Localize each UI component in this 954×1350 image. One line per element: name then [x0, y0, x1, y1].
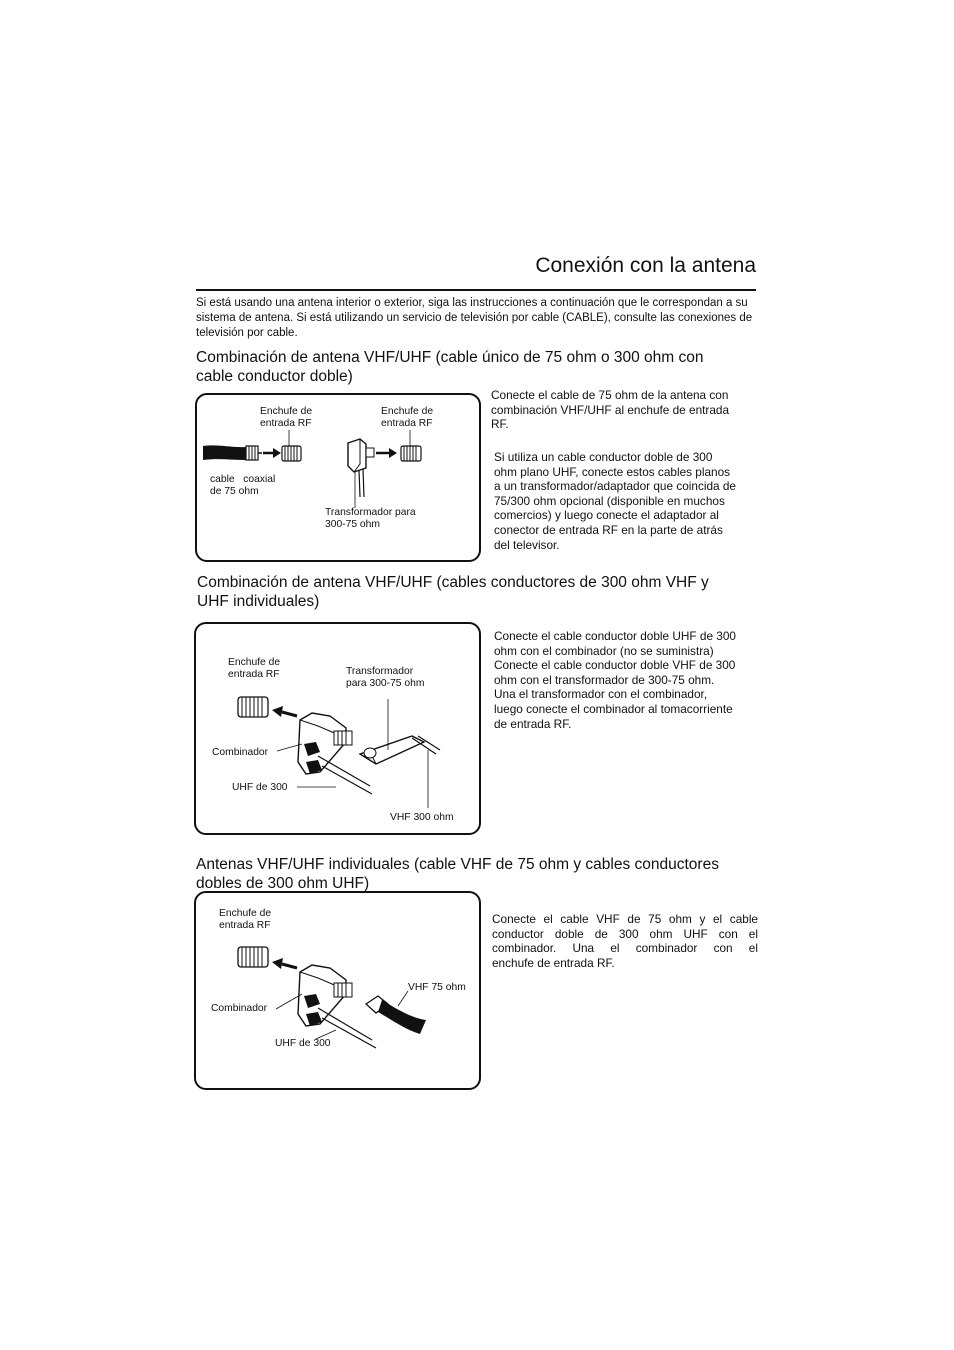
section1-heading: Combinación de antena VHF/UHF (cable único de 75 ohm o 300 ohm con cable conductor doble)	[196, 349, 704, 385]
section2-text: Conecte el cable conductor doble UHF de 300 ohm con el combinador (no se suministra) Conecte el cable conductor doble VHF de 300 ohm con el transformador de 300-75 ohm. Una el transformador con el combinador, luego conecte el combinador al tomacorriente de entrada RF.	[494, 629, 736, 731]
combiner-label: Combinador	[212, 747, 269, 758]
section1-text-2: Si utiliza un cable conductor doble de 300 ohm plano UHF, conecte estos cables planos a un transformador/adaptador que coincida de 75/300 ohm opcional (disponible en muchos comercios) y luego conecte el adaptador al conector de entrada RF en la parte de atrás del televisor.	[494, 450, 736, 552]
transformer-label: Transformador para 300-75 ohm	[325, 507, 416, 530]
section3-heading: Antenas VHF/UHF individuales (cable VHF de 75 ohm y cables conductores dobles de 300 ohm UHF)	[196, 856, 719, 892]
vhf-label: VHF 300 ohm	[390, 812, 454, 823]
transformer-label: Transformador para 300-75 ohm	[346, 666, 425, 689]
combiner-label: Combinador	[211, 1003, 268, 1014]
combiner-icon	[298, 965, 352, 1026]
section1-text-1: Conecte el cable de 75 ohm de la antena con combinación VHF/UHF al enchufe de entrada RF.	[491, 388, 730, 432]
arrow-left-icon	[272, 958, 297, 969]
uhf-label: UHF de 300	[275, 1038, 331, 1049]
section3-text: Conecte el cable VHF de 75 ohm y el cable conductor doble de 300 ohm UHF con el combinador. Una el combinador con el enchufe de entrada RF.	[492, 912, 758, 970]
rf-jack-icon	[238, 947, 268, 967]
rf-input-label: Enchufe de entrada RF	[228, 657, 281, 680]
coax-cable-icon	[366, 996, 426, 1034]
rf-input-label-left: Enchufe de entrada RF	[260, 406, 313, 429]
page-title: Conexión con la antena	[535, 254, 756, 277]
rf-input-label: Enchufe de entrada RF	[219, 908, 272, 931]
intro-paragraph: Si está usando una antena interior o exterior, siga las instrucciones a continuación que le correspondan a su sistema de antena. Si está utilizando un servicio de televisión por cable (CABLE), consulte las conexiones de televisión por cable.	[196, 297, 753, 339]
rf-input-label-right: Enchufe de entrada RF	[381, 406, 434, 429]
section2-heading: Combinación de antena VHF/UHF (cables conductores de 300 ohm VHF y UHF individuales)	[197, 574, 709, 610]
vhf-label: VHF 75 ohm	[408, 982, 466, 993]
coax-cable-label: cable coaxial de 75 ohm	[210, 474, 276, 497]
uhf-label: UHF de 300	[232, 782, 288, 793]
